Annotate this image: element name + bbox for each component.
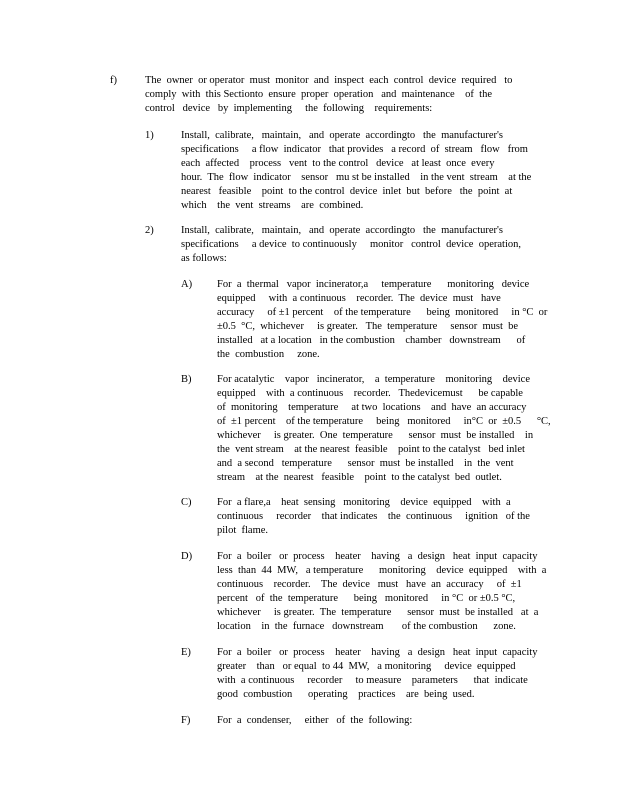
text-line: less than 44 MW, a temperature monitoring device equipped with a — [217, 565, 547, 576]
text-line: continuous recorder that indicates the continuous ignition of the — [217, 511, 530, 522]
text-line: nearest feasible point to the control device inlet but before the point at — [181, 186, 513, 197]
item-1-paragraph — [181, 129, 531, 213]
text-line: accuracy of ±1 percent of the temperature being monitored in °C or — [217, 307, 548, 318]
section-intro-paragraph — [145, 74, 531, 116]
text-line: comply with this Sectionto ensure proper operation and maintenance of the — [145, 89, 492, 100]
text-line: For a boiler or process heater having a design heat input capacity — [217, 551, 538, 562]
text-line: the vent stream at the nearest feasible point to the catalyst bed inlet — [217, 444, 525, 455]
text-line: as follows: — [181, 253, 227, 264]
subitem-a-paragraph — [217, 278, 548, 362]
section-marker: f) — [110, 75, 117, 86]
subitem-marker-b: B) — [181, 374, 192, 385]
item-marker-1: 1) — [145, 130, 154, 141]
text-line: For acatalytic vapor incinerator, a temperature monitoring device — [217, 374, 531, 385]
text-line: which the vent streams are combined. — [181, 200, 364, 211]
text-line: For a flare,a heat sensing monitoring device equipped with a — [217, 497, 511, 508]
subitem-marker-e: E) — [181, 647, 191, 658]
subitem-marker-d: D) — [181, 551, 193, 562]
text-line: each affected process vent to the control device at least once every — [181, 158, 495, 169]
text-line: control device by implementing the following requirements: — [145, 103, 433, 114]
text-line: of monitoring temperature at two locations and have an accuracy — [217, 402, 527, 413]
text-line: percent of the temperature being monitored in °C or ±0.5 °C, — [217, 593, 516, 604]
text-line: Install, calibrate, maintain, and operate accordingto the manufacturer's — [181, 225, 504, 236]
text-line: good combustion operating practices are being used. — [217, 689, 475, 700]
text-line: Install, calibrate, maintain, and operate accordingto the manufacturer's — [181, 130, 504, 141]
subitem-e-paragraph — [217, 646, 539, 702]
text-line: hour. The flow indicator sensor mu st be installed in the vent stream at the — [181, 172, 532, 183]
text-line: installed at a location in the combustion chamber downstream of — [217, 335, 526, 346]
text-line: equipped with a continuous recorder. Thedevicemust be capable — [217, 388, 523, 399]
text-line: equipped with a continuous recorder. The device must have — [217, 293, 501, 304]
text-line: ±0.5 °C, whichever is greater. The temperature sensor must be — [217, 321, 519, 332]
text-line: specifications a flow indicator that provides a record of stream flow from — [181, 144, 528, 155]
text-line: The owner or operator must monitor and inspect each control device required to — [145, 75, 513, 86]
text-line: greater than or equal to 44 MW, a monitoring device equipped — [217, 661, 516, 672]
text-line: specifications a device to continuously monitor control device operation, — [181, 239, 521, 250]
text-line: and a second temperature sensor must be installed in the vent — [217, 458, 514, 469]
subitem-b-paragraph — [217, 373, 551, 485]
text-line: whichever is greater. The temperature sensor must be installed at a — [217, 607, 539, 618]
text-line: stream at the nearest feasible point to the catalyst bed outlet. — [217, 472, 502, 483]
text-line: the combustion zone. — [217, 349, 320, 360]
subitem-marker-c: C) — [181, 497, 192, 508]
text-line: of ±1 percent of the temperature being monitored in°C or ±0.5 °C, — [217, 416, 551, 427]
item-marker-2: 2) — [145, 225, 154, 236]
text-line: For a condenser, either of the following: — [217, 715, 413, 726]
subitem-marker-f: F) — [181, 715, 191, 726]
subitem-f-paragraph — [217, 714, 539, 728]
text-line: with a continuous recorder to measure parameters that indicate — [217, 675, 528, 686]
subitem-marker-a: A) — [181, 279, 193, 290]
item-2-paragraph — [181, 224, 531, 266]
text-line: For a thermal vapor incinerator,a temperature monitoring device — [217, 279, 530, 290]
subitem-d-paragraph — [217, 550, 547, 634]
text-line: whichever is greater. One temperature sensor must be installed in — [217, 430, 534, 441]
text-line: pilot flame. — [217, 525, 269, 536]
text-line: For a boiler or process heater having a design heat input capacity — [217, 647, 538, 658]
subitem-c-paragraph — [217, 496, 539, 538]
text-line: continuous recorder. The device must have an accuracy of ±1 — [217, 579, 522, 590]
text-line: location in the furnace downstream of the combustion zone. — [217, 621, 516, 632]
